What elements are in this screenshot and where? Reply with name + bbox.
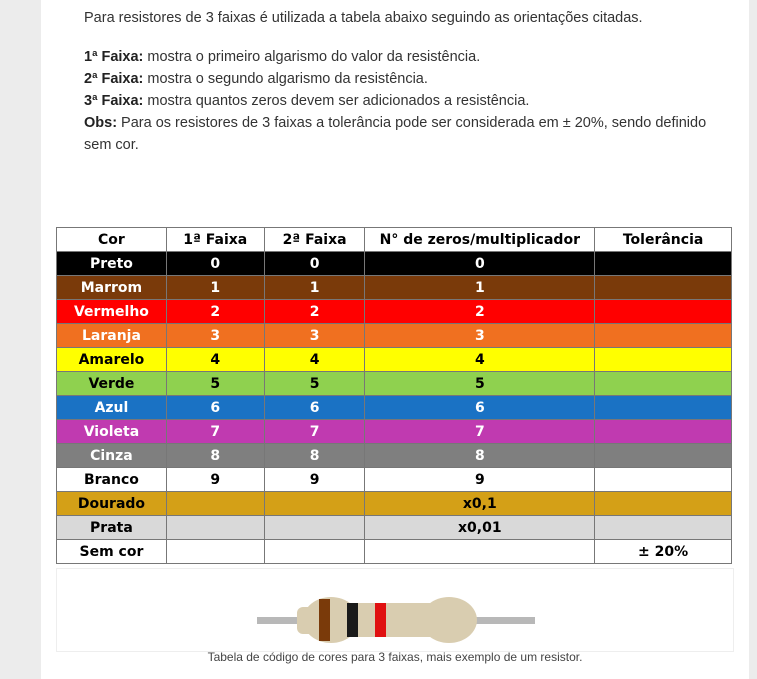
band-2-label: 2ª Faixa: <box>84 71 144 87</box>
band-1-label: 1ª Faixa: <box>84 49 144 65</box>
intro-line: Para resistores de 3 faixas é utilizada a tabela abaixo seguindo as orientações citadas. <box>84 10 643 26</box>
faixa-2-cell: 7 <box>264 420 365 444</box>
table-row <box>57 396 732 420</box>
table-row <box>57 348 732 372</box>
tolerancia-cell <box>595 492 732 516</box>
tolerancia-cell <box>595 444 732 468</box>
multiplicador-cell: x0,01 <box>365 516 595 540</box>
tolerancia-cell <box>595 300 732 324</box>
figure-caption: Tabela de código de cores para 3 faixas, mais exemplo de um resistor. <box>207 650 583 664</box>
table-row <box>57 492 732 516</box>
resistor-band <box>375 603 386 637</box>
faixa-2-cell <box>264 540 365 564</box>
header-cor: Cor <box>57 228 167 252</box>
tolerancia-cell <box>595 324 732 348</box>
faixa-2-cell: 5 <box>264 372 365 396</box>
color-name-cell: Preto <box>57 252 167 276</box>
faixa-2-cell: 3 <box>264 324 365 348</box>
resistor-lead-right <box>475 617 535 624</box>
resistor-figure <box>56 568 734 652</box>
multiplicador-cell: 8 <box>365 444 595 468</box>
tolerancia-cell: ± 20% <box>595 540 732 564</box>
table-row <box>57 276 732 300</box>
band-3-text: mostra quantos zeros devem ser adicionados a resistência. <box>143 93 530 109</box>
multiplicador-cell <box>365 540 595 564</box>
faixa-1-cell <box>166 492 264 516</box>
faixa-1-cell <box>166 540 264 564</box>
faixa-1-cell: 1 <box>166 276 264 300</box>
color-name-cell: Violeta <box>57 420 167 444</box>
tolerancia-cell <box>595 468 732 492</box>
faixa-2-cell: 2 <box>264 300 365 324</box>
multiplicador-cell: 0 <box>365 252 595 276</box>
faixa-2-cell: 9 <box>264 468 365 492</box>
band-3-description <box>84 90 724 112</box>
obs-note <box>84 112 724 156</box>
multiplicador-cell: 4 <box>365 348 595 372</box>
multiplicador-cell: x0,1 <box>365 492 595 516</box>
band-2-description <box>84 68 724 90</box>
header-multiplicador: N° de zeros/multiplicador <box>365 228 595 252</box>
faixa-2-cell: 8 <box>264 444 365 468</box>
band-1-text: mostra o primeiro algarismo do valor da resistência. <box>143 49 481 65</box>
multiplicador-cell: 9 <box>365 468 595 492</box>
faixa-1-cell: 6 <box>166 396 264 420</box>
faixa-2-cell: 6 <box>264 396 365 420</box>
faixa-1-cell: 4 <box>166 348 264 372</box>
band-3-label: 3ª Faixa: <box>84 93 144 109</box>
color-name-cell: Amarelo <box>57 348 167 372</box>
table-header-row <box>57 228 732 252</box>
multiplicador-cell: 3 <box>365 324 595 348</box>
intro-text <box>84 7 724 156</box>
multiplicador-cell: 6 <box>365 396 595 420</box>
table-row <box>57 252 732 276</box>
tolerancia-cell <box>595 252 732 276</box>
faixa-1-cell: 8 <box>166 444 264 468</box>
table-row <box>57 372 732 396</box>
multiplicador-cell: 1 <box>365 276 595 300</box>
table-row <box>57 540 732 564</box>
faixa-2-cell <box>264 516 365 540</box>
header-faixa-2: 2ª Faixa <box>264 228 365 252</box>
faixa-1-cell: 0 <box>166 252 264 276</box>
faixa-2-cell: 1 <box>264 276 365 300</box>
color-name-cell: Vermelho <box>57 300 167 324</box>
faixa-1-cell: 7 <box>166 420 264 444</box>
color-name-cell: Verde <box>57 372 167 396</box>
resistor-band <box>347 603 358 637</box>
tolerancia-cell <box>595 396 732 420</box>
multiplicador-cell: 5 <box>365 372 595 396</box>
color-name-cell: Sem cor <box>57 540 167 564</box>
multiplicador-cell: 2 <box>365 300 595 324</box>
tolerancia-cell <box>595 372 732 396</box>
faixa-1-cell: 3 <box>166 324 264 348</box>
resistor-band <box>319 599 330 641</box>
color-name-cell: Branco <box>57 468 167 492</box>
tolerancia-cell <box>595 516 732 540</box>
faixa-1-cell: 5 <box>166 372 264 396</box>
faixa-1-cell: 2 <box>166 300 264 324</box>
table-row <box>57 300 732 324</box>
color-name-cell: Cinza <box>57 444 167 468</box>
table-row <box>57 420 732 444</box>
band-1-description <box>84 46 724 68</box>
article-body <box>41 0 749 679</box>
table-row <box>57 468 732 492</box>
tolerancia-cell <box>595 276 732 300</box>
faixa-1-cell <box>166 516 264 540</box>
resistor-image <box>57 569 733 651</box>
table-row <box>57 324 732 348</box>
obs-label: Obs: <box>84 115 118 131</box>
faixa-2-cell: 0 <box>264 252 365 276</box>
color-code-table <box>56 227 732 564</box>
band-2-text: mostra o segundo algarismo da resistência. <box>143 71 428 87</box>
table-row <box>57 444 732 468</box>
tolerancia-cell <box>595 420 732 444</box>
color-name-cell: Marrom <box>57 276 167 300</box>
faixa-2-cell <box>264 492 365 516</box>
table-row <box>57 516 732 540</box>
color-name-cell: Azul <box>57 396 167 420</box>
header-tolerancia: Tolerância <box>595 228 732 252</box>
faixa-2-cell: 4 <box>264 348 365 372</box>
color-name-cell: Dourado <box>57 492 167 516</box>
multiplicador-cell: 7 <box>365 420 595 444</box>
color-name-cell: Prata <box>57 516 167 540</box>
faixa-1-cell: 9 <box>166 468 264 492</box>
color-name-cell: Laranja <box>57 324 167 348</box>
header-faixa-1: 1ª Faixa <box>166 228 264 252</box>
obs-text: Para os resistores de 3 faixas a tolerância pode ser considerada em ± 20%, sendo definido sem cor. <box>84 115 707 153</box>
tolerancia-cell <box>595 348 732 372</box>
